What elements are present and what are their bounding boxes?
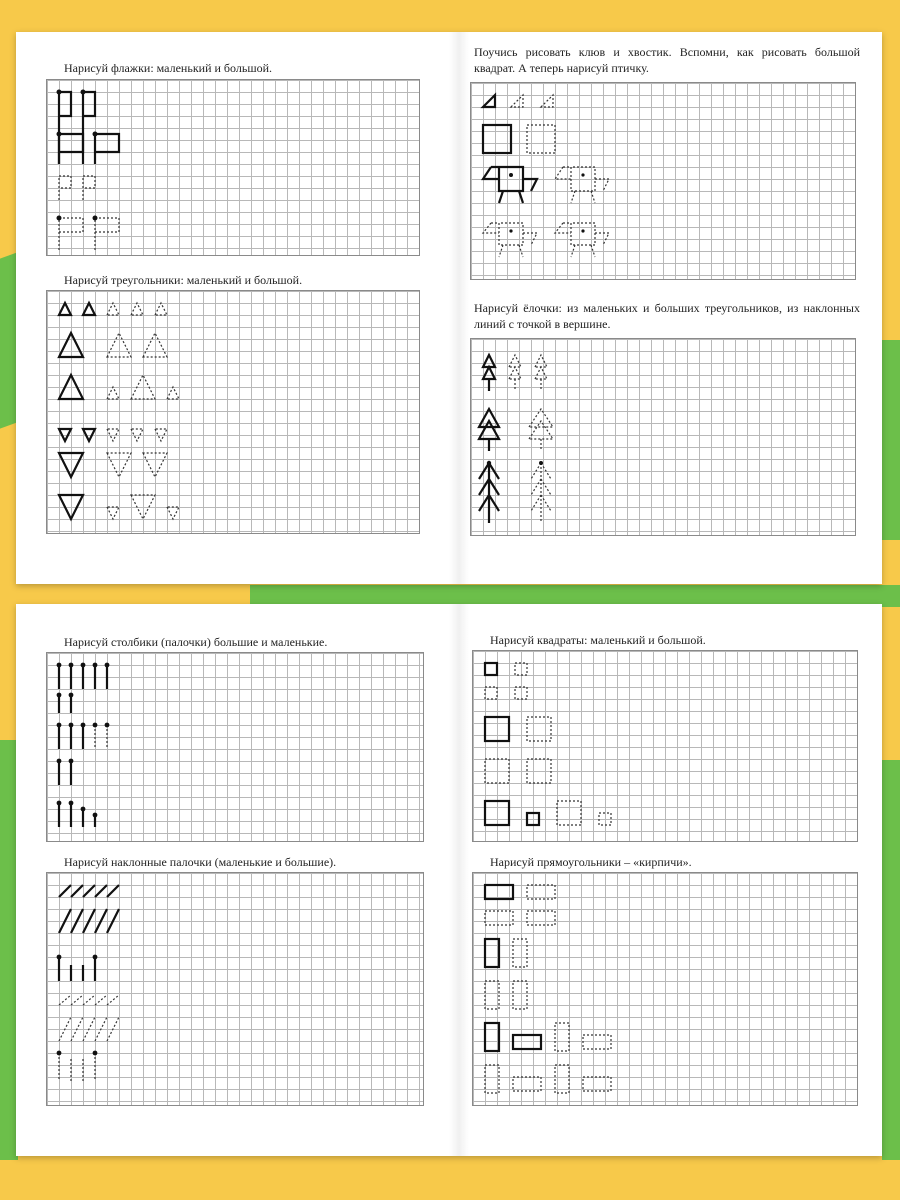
trees-drawing (471, 339, 855, 535)
grid-triangles (46, 290, 420, 534)
workbook-spread-bottom (16, 604, 882, 1156)
bricks-drawing (473, 873, 857, 1105)
flag-big-dotted-row (59, 218, 119, 250)
flag-small-dotted-row (59, 176, 95, 200)
instruction-trees: Нарисуй ёлочки: из маленьких и больших треугольников, из наклонных линий с точкой в вершине. (474, 301, 860, 331)
instruction-sticks: Нарисуй столбики (палочки) большие и маленькие. (64, 635, 328, 649)
squares-drawing (473, 651, 857, 841)
green-band-right-top (880, 340, 900, 540)
workbook-spread-top (16, 32, 882, 584)
instruction-bird: Поучись рисовать клюв и хвостик. Вспомни, как рисовать большой квадрат. А теперь нарисуй птичку. (474, 45, 860, 75)
grid-flags (46, 79, 420, 256)
grid-sticks (46, 652, 424, 842)
grid-trees (470, 338, 856, 536)
instruction-flags: Нарисуй флажки: маленький и большой. (64, 61, 272, 75)
green-band-right-bottom (882, 760, 900, 1160)
triangles-drawing (47, 291, 419, 533)
slanted-drawing (47, 873, 423, 1105)
instruction-squares: Нарисуй квадраты: маленький и большой. (490, 633, 706, 647)
instruction-triangles: Нарисуй треугольники: маленький и большой. (64, 273, 303, 287)
grid-bird (470, 82, 856, 280)
flag-small-solid-row (59, 92, 95, 164)
grid-slanted (46, 872, 424, 1106)
flag-big-solid-row (59, 134, 119, 164)
instruction-slanted: Нарисуй наклонные палочки (маленькие и большие). (64, 855, 337, 869)
flags-drawing (47, 80, 419, 255)
spread-fold (449, 32, 469, 584)
grid-squares (472, 650, 858, 842)
instruction-bricks: Нарисуй прямоугольники – «кирпичи». (490, 855, 692, 869)
spread-fold (449, 604, 469, 1156)
sticks-drawing (47, 653, 423, 841)
bird-drawing (471, 83, 855, 279)
grid-bricks (472, 872, 858, 1106)
